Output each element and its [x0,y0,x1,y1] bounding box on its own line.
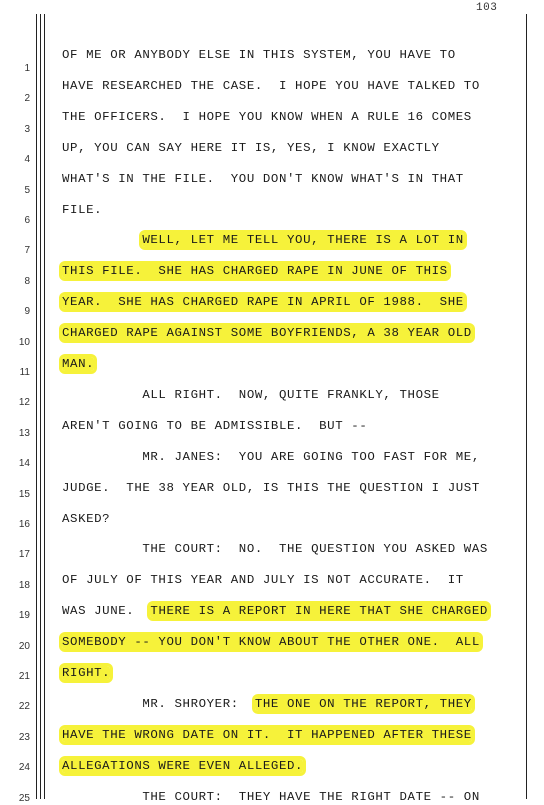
line-text: UP, YOU CAN SAY HERE IT IS, YES, I KNOW EXACTLY [62,140,440,155]
transcript-line [62,727,522,743]
transcript-line [62,171,522,187]
transcript-line [62,696,522,712]
line-text: FILE. [62,202,103,217]
page-number: 103 [476,2,498,14]
transcript-line [62,541,522,557]
highlighted-text: THE ONE ON THE REPORT, THEY [254,696,472,711]
transcript-line [62,387,522,403]
line-number: 23 [18,731,30,743]
transcript-line [62,572,522,588]
margin-rule [40,14,41,799]
transcript-line [62,418,522,434]
line-text: WAS JUNE. [62,604,151,619]
transcript-line [62,294,522,310]
transcript-line [62,758,522,774]
line-number: 11 [19,367,30,378]
highlighted-text: WELL, LET ME TELL YOU, THERE IS A LOT IN [142,233,464,248]
margin-rule [36,14,37,799]
transcript-line [62,202,522,218]
line-number: 10 [18,336,30,348]
line-text: THE COURT: NO. THE QUESTION YOU ASKED WAS [62,542,488,557]
line-text: MR. JANES: YOU ARE GOING TOO FAST FOR ME, [62,449,480,464]
transcript-line [62,603,522,619]
highlighted-text: ALLEGATIONS WERE EVEN ALLEGED. [62,758,304,773]
transcript-line [62,78,522,94]
line-number: 5 [24,184,30,196]
highlighted-text: MAN. [62,357,95,371]
line-text: HAVE RESEARCHED THE CASE. I HOPE YOU HAVE TALKED TO [62,78,480,93]
highlighted-text: HAVE THE WRONG DATE ON IT. IT HAPPENED AFTER THESE [62,727,472,742]
line-text: THE COURT: THEY HAVE THE RIGHT DATE -- ON [62,789,480,804]
line-number: 3 [24,123,30,135]
transcript-line [62,789,522,805]
margin-rule-right [526,14,527,799]
line-number: 19 [18,610,30,622]
line-number: 17 [18,549,30,561]
line-number: 6 [24,215,30,226]
line-number: 12 [18,397,30,409]
line-number: 13 [18,427,30,439]
highlighted-text: CHARGED RAPE AGAINST SOME BOYFRIENDS, A 38 YEAR OLD [62,326,472,341]
highlighted-text: RIGHT. [62,666,111,680]
line-number: 20 [18,640,30,652]
line-number: 1 [24,63,30,74]
transcript-line [62,47,522,63]
line-number: 22 [18,701,30,713]
line-number: 21 [18,671,30,682]
line-text [62,233,142,247]
transcript-line [62,511,522,527]
line-number: 7 [24,245,30,257]
line-text: MR. SHROYER: [62,696,255,711]
line-text: OF ME OR ANYBODY ELSE IN THIS SYSTEM, YOU HAVE TO [62,48,456,62]
line-text: THE OFFICERS. I HOPE YOU KNOW WHEN A RULE 16 COMES [62,109,472,124]
line-number: 9 [24,306,30,318]
transcript-line [62,232,522,248]
transcript-line [62,480,522,496]
transcript-line [62,449,522,465]
transcript-line [62,109,522,125]
highlighted-text: SOMEBODY -- YOU DON'T KNOW ABOUT THE OTHER ONE. ALL [62,635,480,650]
line-text: ASKED? [62,511,111,526]
line-number: 4 [24,154,30,166]
line-text: AREN'T GOING TO BE ADMISSIBLE. BUT -- [62,418,368,433]
transcript-line [62,356,522,372]
line-number: 2 [24,93,30,105]
transcript-line [62,140,522,156]
transcript-line [62,325,522,341]
transcript-line [62,263,522,279]
line-text: JUDGE. THE 38 YEAR OLD, IS THIS THE QUESTION I JUST [62,480,480,495]
line-text: OF JULY OF THIS YEAR AND JULY IS NOT ACCURATE. IT [62,573,464,588]
margin-rule [44,14,45,799]
line-text: ALL RIGHT. NOW, QUITE FRANKLY, THOSE [62,387,440,402]
line-number: 25 [18,792,30,804]
line-number: 14 [18,458,30,470]
line-text: WHAT'S IN THE FILE. YOU DON'T KNOW WHAT'S IN THAT [62,171,464,186]
highlighted-text: THERE IS A REPORT IN HERE THAT SHE CHARGED [150,604,488,619]
line-number: 18 [18,579,30,591]
line-number: 16 [18,519,30,530]
line-number: 24 [18,762,30,774]
highlighted-text: THIS FILE. SHE HAS CHARGED RAPE IN JUNE OF THIS [62,264,448,279]
highlighted-text: YEAR. SHE HAS CHARGED RAPE IN APRIL OF 1988. SHE [62,295,464,310]
transcript-line [62,665,522,681]
transcript-line [62,634,522,650]
line-number: 8 [24,275,30,287]
line-number: 15 [18,488,30,500]
